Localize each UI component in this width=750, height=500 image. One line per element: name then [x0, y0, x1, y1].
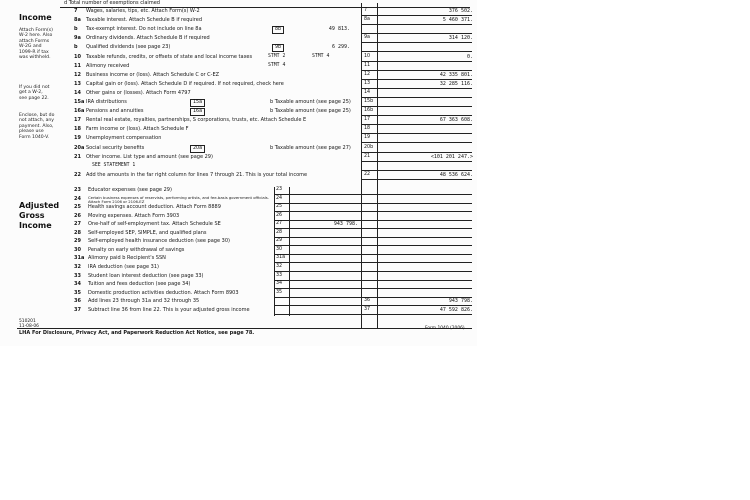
row-rule: [362, 88, 472, 89]
line-label: Penalty on early withdrawal of savings: [88, 246, 185, 253]
row-rule: [362, 106, 472, 107]
row-rule: [362, 133, 472, 134]
box-number: 7: [364, 8, 368, 13]
amount-value: 376 502.: [448, 8, 473, 14]
box-number: 36: [364, 298, 371, 304]
box-number: 15b: [364, 99, 374, 104]
row-rule: [275, 194, 472, 195]
line-label: SEE STATEMENT 1: [92, 162, 136, 168]
row-rule: [362, 170, 472, 171]
line-number: 16a: [74, 108, 85, 115]
line-label: Tuition and fees deduction (see page 34): [88, 281, 191, 288]
line-label: One-half of self-employment tax. Attach Schedule SE: [88, 221, 221, 228]
line-number: 18: [74, 126, 81, 133]
box-number: 16b: [364, 108, 374, 114]
box-number: 27: [276, 221, 283, 227]
line-label: Tax-exempt interest. Do not include on line 8a: [86, 26, 202, 33]
box-number: 18: [364, 126, 371, 132]
line-number: 27: [74, 221, 81, 228]
amount-value: 67 363 608.: [439, 117, 473, 124]
row-rule: [275, 271, 472, 272]
section-agi-title-3: Income: [19, 221, 52, 230]
box-number: 33: [276, 272, 283, 278]
line-number: 35: [74, 289, 81, 296]
line-label: Unemployment compensation: [86, 135, 162, 142]
taxable-amount-label: b Taxable amount (see page 27): [270, 144, 351, 151]
line-label: Qualified dividends (see page 23): [86, 44, 171, 51]
box-number: 10: [364, 53, 371, 59]
line-number: 31a: [74, 255, 85, 262]
amount-value: 0.: [466, 53, 473, 60]
box-number: 37: [364, 306, 371, 312]
line-number: 32: [74, 263, 81, 270]
inner-amount: 6 299.: [331, 44, 350, 51]
line-label: Self-employed health insurance deduction (see page 30): [88, 238, 230, 245]
line-number: 23: [74, 187, 81, 193]
line-label: Taxable interest. Attach Schedule B if required: [86, 17, 203, 24]
row-rule: [362, 42, 472, 43]
line-number: 22: [74, 171, 81, 178]
line-label: Pensions and annuities: [86, 108, 144, 115]
line-label: Farm income or (loss). Attach Schedule F: [86, 126, 189, 133]
row-rule: [275, 288, 472, 289]
line-label: Taxable refunds, credits, or offsets of state and local income taxes: [86, 53, 253, 60]
inner-box-number: 16a: [190, 108, 205, 116]
row-rule: [362, 179, 472, 180]
box-number: 11: [364, 62, 371, 68]
row-rule: [362, 61, 472, 62]
line-label: Moving expenses. Attach Form 3903: [88, 212, 180, 219]
line-label: Other gains or (losses). Attach Form 4797: [86, 89, 191, 96]
row-rule: [362, 51, 472, 52]
line-number: 26: [74, 212, 81, 219]
amount-value: 47 592 826.: [439, 306, 473, 313]
line-label: Self-employed SEP, SIMPLE, and qualified plans: [88, 229, 207, 236]
box-number: 12: [364, 71, 371, 77]
amount-value: 48 536 624.: [439, 171, 473, 178]
box-number: 8a: [364, 17, 370, 23]
row-rule: [275, 211, 472, 212]
box-number: 23: [276, 187, 283, 192]
line-label: Educator expenses (see page 29): [88, 187, 172, 193]
line-number: 28: [74, 229, 81, 236]
margin-note-enclose: Enclose, but do not attach, any payment. Also, please use Form 1040-V.: [19, 113, 55, 140]
line-label: Rental real estate, royalties, partnerships, S corporations, trusts, etc. Attach Schedule E: [86, 117, 307, 124]
line-label: Student loan interest deduction (see page 33): [88, 272, 204, 279]
line-6d-text: d Total number of exemptions claimed: [64, 0, 160, 6]
line-number: 29: [74, 238, 81, 245]
line-number: 8a: [74, 17, 81, 24]
inner-amount: 49 813.: [328, 26, 350, 33]
margin-note-no-w2: If you did not get a W-2, see page 22.: [19, 85, 50, 101]
form-footer-label: Form 1040 (2006): [425, 326, 465, 331]
line-note: STMT 4: [268, 62, 286, 68]
section-agi-title-1: Adjusted: [19, 201, 60, 210]
box-number: 22: [364, 171, 371, 177]
box-number: 14: [364, 89, 371, 95]
line-number: 34: [74, 281, 81, 288]
box-number: 29: [276, 238, 283, 244]
box-number: 32: [276, 263, 283, 269]
line-number: b: [74, 26, 78, 33]
margin-note-attach-w2: Attach Form(s) W-2 here. Also attach Forms W-2G and 1099-R if tax was withheld.: [19, 28, 53, 61]
line-number: 17: [74, 117, 81, 124]
line-number: 33: [74, 272, 81, 279]
inner-box-number: 15a: [190, 99, 205, 107]
line-label: Subtract line 36 from line 22. This is your adjusted gross income: [88, 306, 250, 313]
row-rule: [362, 15, 472, 16]
row-rule: [362, 124, 472, 125]
line-label: Business income or (loss). Attach Schedule C or C-EZ: [86, 71, 220, 78]
box-number: 13: [364, 80, 371, 86]
box-number: 35: [276, 289, 283, 295]
row-rule: [362, 161, 472, 162]
line-label: Social security benefits: [86, 144, 145, 151]
inner-box-number: 8b: [272, 26, 284, 34]
amount-value: 943 798.: [333, 221, 358, 228]
box-number: 21: [364, 153, 371, 159]
line-number: 19: [74, 135, 81, 142]
inner-box-number: 9b: [272, 44, 284, 52]
box-number: 24: [276, 195, 283, 201]
row-rule: [275, 254, 472, 255]
scanned-form-1040-page: [0, 0, 477, 346]
row-rule: [275, 262, 472, 263]
line-note: STMT 2: [268, 53, 286, 59]
amount-value: 5 460 371.: [442, 17, 473, 24]
amount-value: 314 120.: [448, 35, 473, 42]
box-number: 20b: [364, 144, 374, 150]
box-number: 17: [364, 117, 371, 123]
section-income-title: Income: [19, 13, 52, 22]
line-label: Alimony received: [86, 62, 130, 69]
line-number: 24: [74, 195, 81, 202]
line-number: 14: [74, 89, 81, 96]
line-label: Alimony paid b Recipient's SSN: [88, 255, 166, 262]
line-number: 7: [74, 8, 78, 14]
row-rule: [362, 115, 472, 116]
line-label: Capital gain or (loss). Attach Schedule D if required. If not required, check here: [86, 80, 284, 87]
row-rule: [275, 314, 472, 315]
row-rule: [362, 70, 472, 71]
line-number: 20a: [74, 144, 85, 151]
row-rule: [275, 203, 472, 204]
box-number: 28: [276, 229, 283, 235]
row-rule: [362, 24, 472, 25]
row-rule: [275, 245, 472, 246]
taxable-amount-label: b Taxable amount (see page 25): [270, 99, 351, 105]
line-number: 25: [74, 204, 81, 211]
line-label: Other income. List type and amount (see page 29): [86, 153, 213, 160]
box-number: 9a: [364, 35, 370, 41]
inner-box-number: 20a: [190, 145, 205, 153]
amount-value: 943 798.: [448, 298, 473, 305]
box-number: 19: [364, 135, 371, 141]
line-label: Certain business expenses of reservists, performing artists, and fee-basis government officials. Attach Form 2106 or 2106-EZ: [88, 194, 269, 204]
taxable-amount-label: b Taxable amount (see page 25): [270, 108, 351, 115]
line-label: IRA deduction (see page 31): [88, 263, 159, 270]
line-number: 21: [74, 153, 81, 160]
line-number: 13: [74, 80, 81, 87]
line-label: Ordinary dividends. Attach Schedule B if required: [86, 35, 210, 42]
line-label: Wages, salaries, tips, etc. Attach Form(s) W-2: [86, 8, 200, 14]
line-label: Domestic production activities deduction. Attach Form 8903: [88, 289, 239, 296]
line-number: 11: [74, 62, 81, 69]
line-label: Health savings account deduction. Attach Form 8889: [88, 204, 221, 211]
line-number: 15a: [74, 99, 85, 105]
row-rule: [275, 237, 472, 238]
row-rule: [362, 97, 472, 98]
line-number: 10: [74, 53, 81, 60]
line-label: Add the amounts in the far right column for lines 7 through 21. This is your total income: [86, 171, 308, 178]
box-number: 34: [276, 281, 283, 287]
lha-notice: LHA For Disclosure, Privacy Act, and Paperwork Reduction Act Notice, see page 78.: [19, 330, 255, 336]
footer-divider: [17, 328, 472, 329]
box-number: 31a: [276, 255, 286, 261]
amount-value: <101 201 247.>: [430, 153, 473, 160]
row-rule: [362, 152, 472, 153]
row-rule: [362, 142, 472, 143]
box-number: 26: [276, 212, 283, 218]
box-number: 25: [276, 204, 283, 210]
row-rule: [362, 33, 472, 34]
line-label: Add lines 23 through 31a and 32 through 35: [88, 298, 200, 305]
line-number: 37: [74, 306, 81, 313]
line-number: 12: [74, 71, 81, 78]
line-label: IRA distributions: [86, 99, 127, 105]
line-note: STMT 4: [312, 53, 330, 59]
line-number: b: [74, 44, 78, 51]
form-code: 510201 11-08-06: [19, 319, 39, 329]
line-number: 9a: [74, 35, 81, 42]
row-rule: [275, 280, 472, 281]
box-number: 30: [276, 246, 283, 252]
amount-value: 32 285 116.: [439, 80, 473, 87]
amount-value: 42 335 801.: [439, 71, 473, 78]
line-number: 36: [74, 298, 81, 305]
row-rule: [275, 228, 472, 229]
line-number: 30: [74, 246, 81, 253]
section-agi-title-2: Gross: [19, 211, 45, 220]
row-rule: [362, 79, 472, 80]
